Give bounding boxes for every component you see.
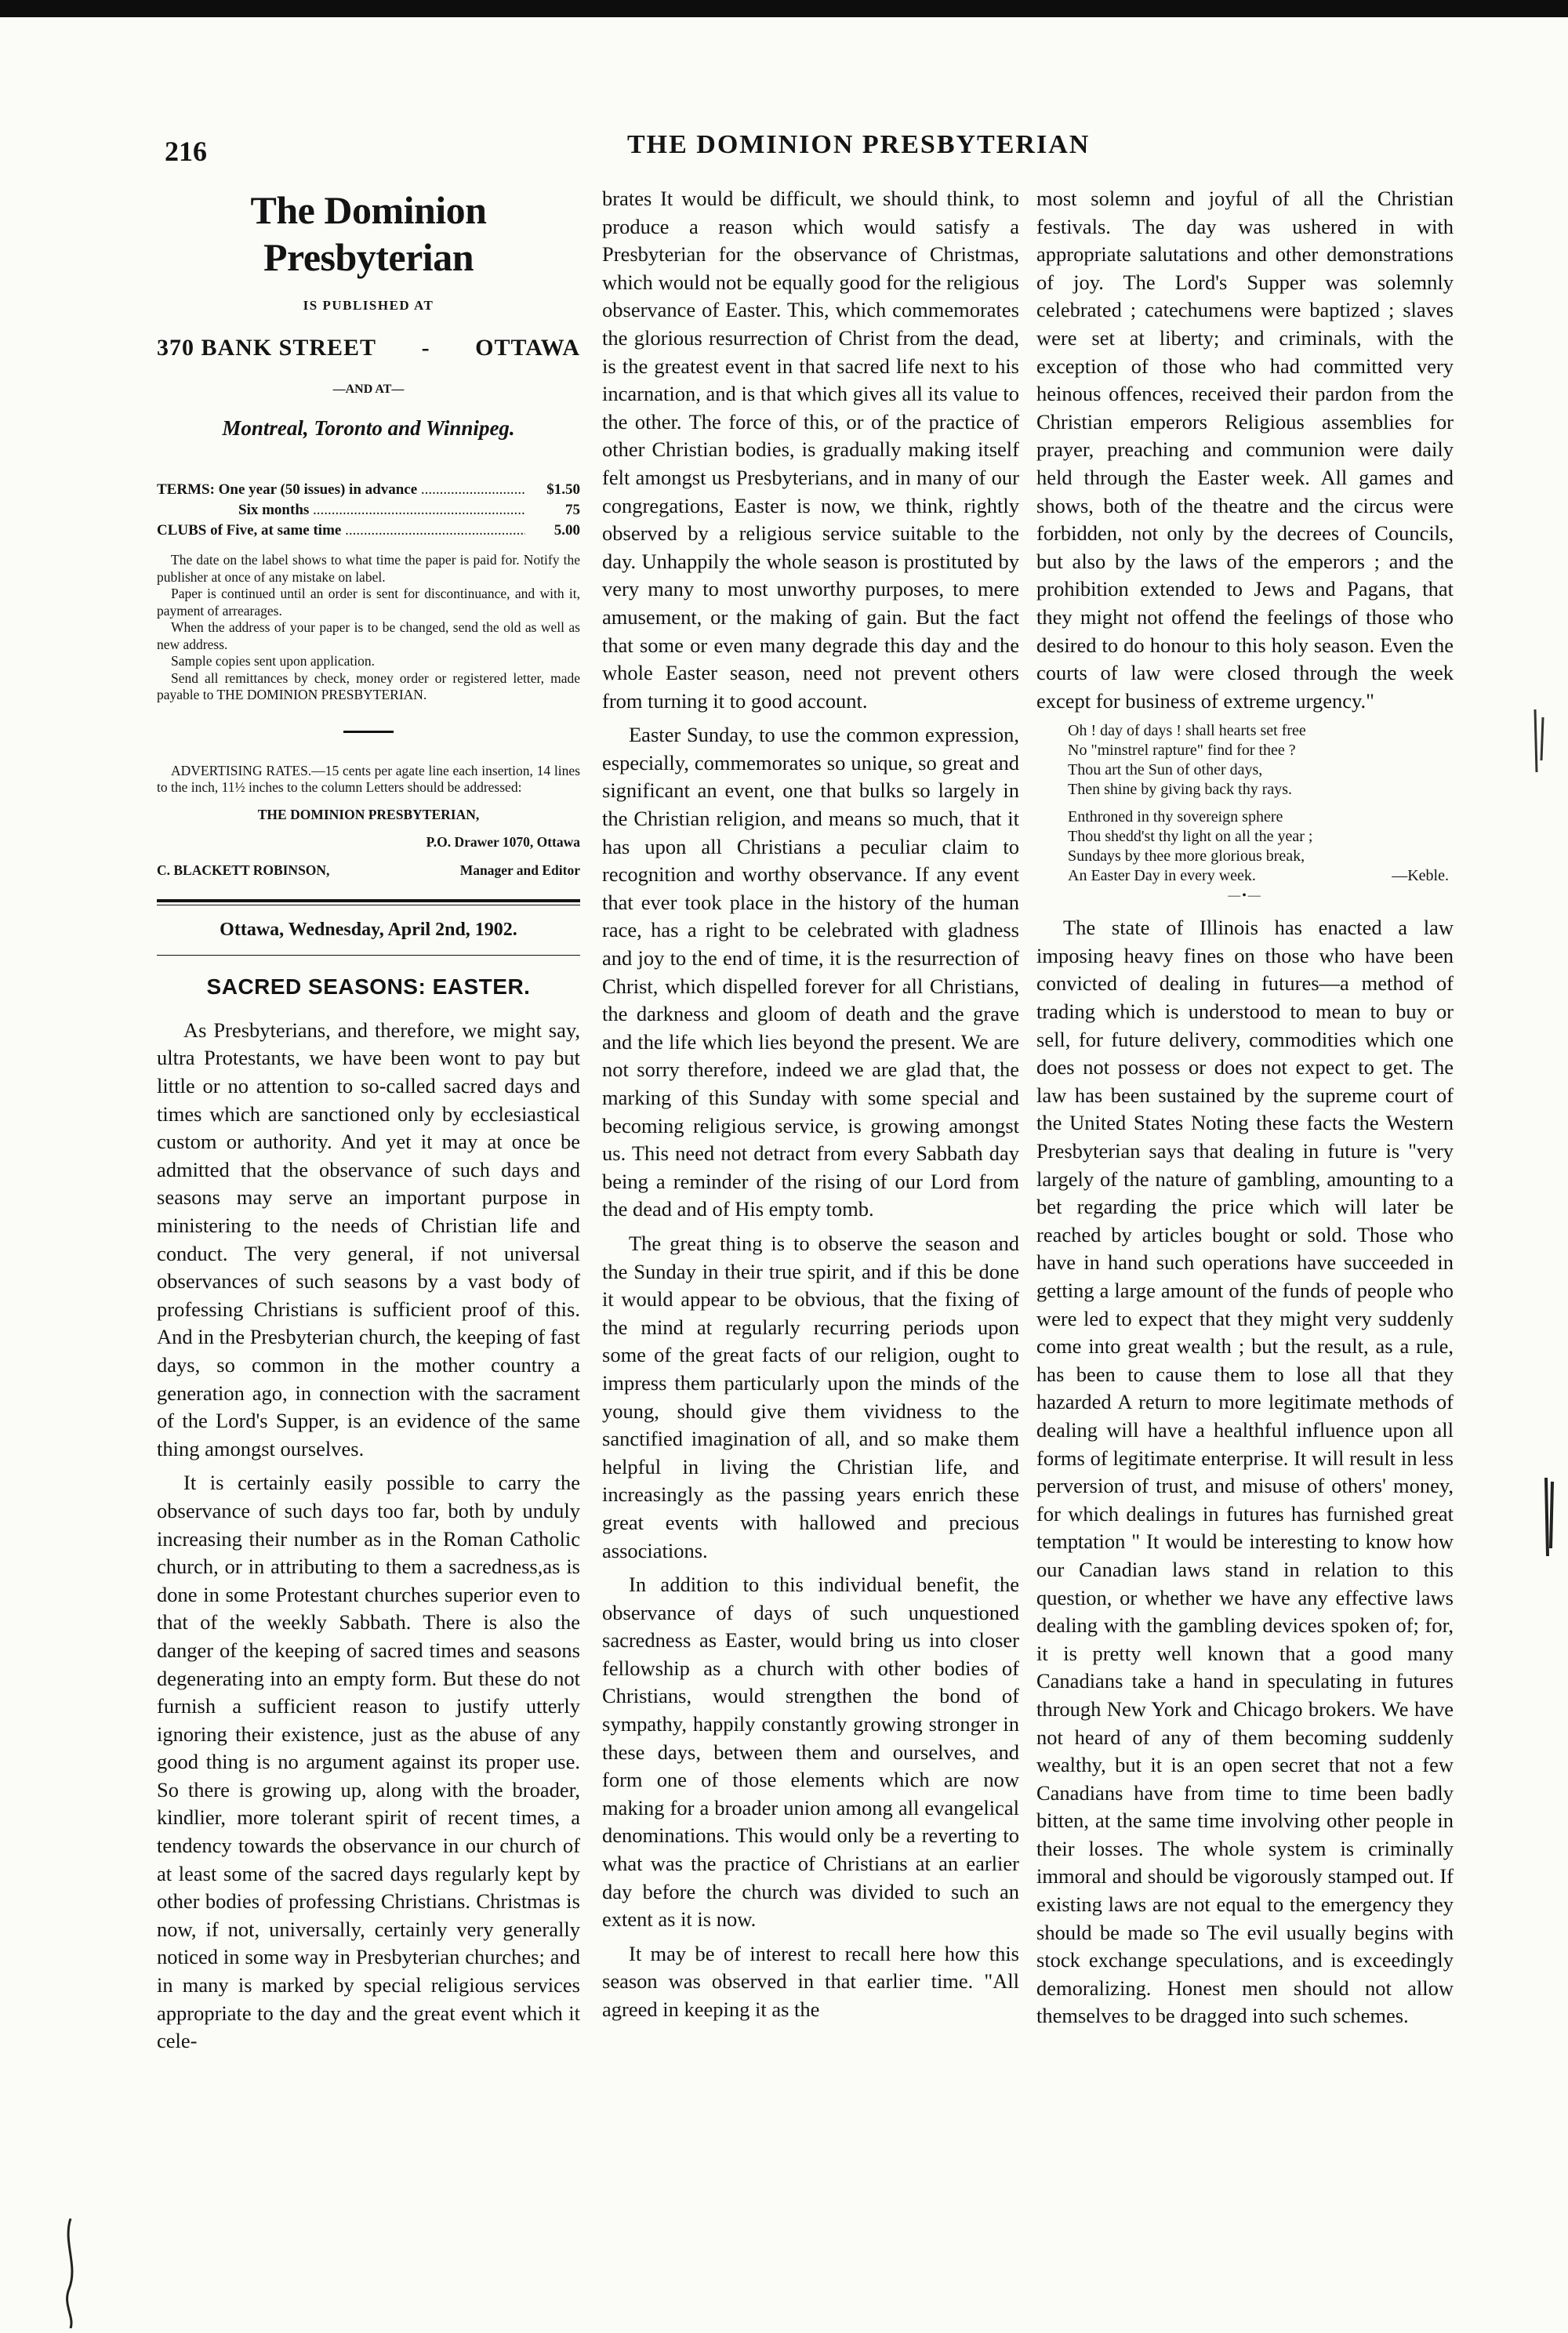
terms-amount-1: $1.50	[546, 481, 580, 499]
address-dash: -	[421, 334, 430, 361]
article-paragraph: The state of Illinois has enacted a law imposing heavy fines on those who have been convicted of dealing in futures—a method of trading which is understood to mean to buy or sell, for future delivery, commodities which one does not possess or does not expect to get. The law has been sustained by the supreme court of the United States Noting these facts the Western Presbyterian says that dealing in future is "very largely of the nature of gambling, amounting to a bet regarding the price which will later be reached by articles bought or sold. Those who have in hand such operations have succeeded in getting a large amount of the funds of people who were led to expect that they might very suddenly come into great wealth ; but the result, as a rule, has been to cause them to lose all that they hazarded A return to more legitimate methods of dealing will have a healthful influence upon all forms of legitimate enterprise. It will result in less perversion of trust, and misuse of others' money, for which dealings in futures has furnished great temptation " It would be interesting to know how our Canadian laws stand in relation to this question, or whether we have any effective laws dealing with the gambling devices spoken of; for, it is pretty well known that a good many Canadians take a hand in speculating in futures through New York and Chicago brokers. We have not heard of any of them becoming suddenly wealthy, but it is an open secret that not a few Canadians have from time to time been badly bitten, at the same time involving other people in their losses. The whole system is criminally immoral and should be vigorously stamped out. If existing laws are not equal to the emergency they should be made so The evil usually begins with stock exchange speculations, and is exceedingly demoralizing. Honest men should not allow themselves to be dragged into such schemes.	[1036, 916, 1454, 2028]
thin-rule	[157, 955, 580, 956]
terms-amount-3: 5.00	[554, 522, 580, 539]
scan-margin-mark	[1529, 706, 1552, 776]
poem-line: No "minstrel rapture" find for thee ?	[1068, 742, 1296, 760]
article-paragraph: most solemn and joyful of all the Christian festivals. The day was ushered in with appropriate salutations and other demonstrations of joy. The Lord's Supper was solemnly celebrated ; catechumens were baptized ; slaves were set at liberty; and criminals, with the exception of those who had committed very heinous offences, received their pardon from the Christian emperors Religious assemblies for prayer, preaching and communion were daily held through the Easter week. All games and shows, both of the theatre and the circus were forbidden, not only by the decrees of Councils, but also by the laws of the emperors ; and the prohibition extended to Jews and Pagans, that they might not offend the feelings of those who desired to do honour to this holy season. Even the courts of law were closed through the week except for business of extreme urgency."	[1036, 187, 1454, 713]
terms-line-3: CLUBS of Five, at same time .....	[157, 521, 525, 541]
masthead-address	[157, 334, 580, 362]
scan-margin-mark	[1537, 1474, 1560, 1560]
subscription-terms	[157, 480, 580, 541]
article-paragraph: The great thing is to observe the season and the Sunday in their true spirit, and if this be done it would appear to be obvious, that the fixing of the mind at regularly recurring periods upon some of the great facts of our religion, ought to impress them particularly upon the minds of the young, should give them vividness to the sanctified imagination of all, and so make them helpful in living the Christian life, and increasingly as the passing years enrich these great events with hallowed and precious associations.	[602, 1231, 1019, 1562]
dateline: Ottawa, Wednesday, April 2nd, 1902.	[220, 919, 517, 940]
terms-amount-2: 75	[565, 502, 580, 519]
masthead	[157, 187, 580, 442]
poem-attribution: —Keble.	[1392, 867, 1449, 885]
article-paragraph: It is certainly easily possible to carry the observance of such days too far, both by unduly increasing their number as in the Roman Catholic church, or in attributing to them a sacredness,as is done in some Protestant churches superior even to that of the weekly Sabbath. There is also the danger of the keeping of sacred times and seasons degenerating into an empty form. But these do not furnish a sufficient reason to justify utterly ignoring their existence, just as the abuse of any good thing is no argument against its proper use. So there is growing up, along with the broader, kindlier, more tolerant spirit of recent times, a tendency towards the observance in our church of at least some of the sacred days regularly kept by other bodies of professing Christians. Christmas is now, if not, universally, certainly very generally noticed in some way in Presbyterian churches; and in many is marked by special religious services appropriate to the day and the great event which it cele-	[157, 1471, 580, 2053]
masthead-cities: Montreal, Toronto and Winnipeg.	[222, 415, 515, 440]
publisher-notices	[157, 552, 580, 704]
article-paragraph: It may be of interest to recall here how this season was observed in that earlier time. "All agreed in keeping it as the	[602, 1941, 1019, 2021]
poem-line: Then shine by giving back thy rays.	[1068, 781, 1293, 799]
manager-line	[157, 857, 580, 885]
notice-line: When the address of your paper is to be changed, send the old as well as new address.	[157, 619, 580, 652]
published-at: IS PUBLISHED AT	[303, 298, 434, 313]
and-at: —AND AT—	[332, 383, 405, 397]
notice-line: Paper is continued until an order is sent for discontinuance, and with it, payment of arrearages.	[157, 586, 580, 619]
advertising-text: ADVERTISING RATES.—15 cents per agate line each insertion, 14 lines to the inch, 11½ inches to the column Letters should be addressed:	[157, 762, 580, 796]
column-left	[157, 182, 580, 2062]
manager-name: C. BLACKETT ROBINSON,	[157, 862, 330, 879]
mailing-box: P.O. Drawer 1070, Ottawa	[426, 834, 580, 851]
address-street: 370 BANK STREET	[157, 334, 377, 361]
terms-line-2: Six months .....	[238, 500, 525, 521]
mailing-name: THE DOMINION PRESBYTERIAN,	[257, 806, 480, 822]
terms-line-1: TERMS: One year (50 issues) in advance .....	[157, 480, 525, 500]
section-ornament: —•—	[1228, 889, 1262, 903]
article-paragraph: brates It would be difficult, we should think, to produce a reason which would satisfy a Presbyterian for the observance of Christmas, which would not be equally good for the religious observance of Easter. This, which commemorates the glorious resurrection of Christ from the dead, is the greatest event in that sacred life next to his incarnation, and is that which gives all its value to the other. The force of this, or of the practice of other Christian bodies, is gradually making itself felt amongst us Presbyterians, and in many of our congregations, Easter is now, we think, rightly observed by a religious service suitable to the day. Unhappily the whole season is prostituted by very many to most unworthy purposes, to mere amusement, or the making of gain. But the fact that some or even many degrade this day and the whole Easter season, need not prevent others from turning it to good account.	[602, 187, 1019, 713]
column-middle	[602, 185, 1019, 2030]
notice-line: Send all remittances by check, money order or registered letter, made payable to THE DOMINION PRESBYTERIAN.	[157, 669, 580, 703]
poem-line: Thou art the Sun of other days,	[1068, 761, 1263, 779]
manager-role: Manager and Editor	[459, 862, 580, 879]
notice-line: The date on the label shows to what time the paper is paid for. Notify the publisher at once of any mistake on label.	[157, 552, 580, 585]
poem-line: Sundays by thee more glorious break,	[1068, 847, 1305, 865]
article-headline: SACRED SEASONS: EASTER.	[206, 974, 531, 1000]
poem-line: Oh ! day of days ! shall hearts set free	[1068, 722, 1306, 740]
article-paragraph: As Presbyterians, and therefore, we might say, ultra Protestants, we have been wont to pay but little or no attention to so-called sacred days and times which are sanctioned only by ecclesiastical custom or authority. And yet it may at once be admitted that the observance of such days and seasons may serve an important purpose in ministering to the needs of Christian life and conduct. The very general, if not universal observances of such seasons by a vast body of professing Christians is sufficient proof of this. And in the Presbyterian church, the keeping of fast days, so common in the mother country a generation ago, in connection with the sacrament of the Lord's Supper, is an evidence of the same thing amongst ourselves.	[157, 1018, 580, 1460]
masthead-title: The Dominion Presbyterian	[250, 188, 487, 279]
address-city: OTTAWA	[475, 334, 580, 361]
divider	[343, 731, 394, 733]
article-paragraph: Easter Sunday, to use the common expression, especially, commemorates so unique, so great and significant an event, one that bulks so largely in the Christian religion, and means so much, that it has upon all Christians a peculiar claim to recognition and worthy observance. If any event that ever took place in the history of the human race, has a right to be celebrated with gladness and joy to the end of time, it is the resurrection of Christ, which dispelled forever for all Christians, the darkness and gloom of death and the grave and the life which lies beyond the present. We are not sorry therefore, indeed we are glad that, the marking of this Sunday with some special and becoming religious service, is growing amongst us. This need not detract from every Sabbath day being a reminder of the rising of our Lord from the dead and of His empty tomb.	[602, 723, 1019, 1221]
poem-line: Thou shedd'st thy light on all the year ;	[1068, 828, 1313, 846]
scan-margin-mark	[55, 2219, 86, 2328]
poem-line: Enthroned in thy sovereign sphere	[1068, 808, 1283, 826]
poem-line: An Easter Day in every week.	[1068, 867, 1256, 885]
scan-top-border	[0, 0, 1568, 17]
poem	[1068, 721, 1454, 886]
notice-line: Sample copies sent upon application.	[171, 653, 376, 669]
page-number: 216	[165, 136, 207, 167]
running-title: THE DOMINION PRESBYTERIAN	[627, 130, 1091, 159]
double-rule	[157, 899, 580, 905]
advertising-rates	[157, 763, 580, 796]
column-right	[1036, 185, 1454, 2037]
article-paragraph: In addition to this individual benefit, the observance of days of such unquestioned sacredness as Easter, would bring us into closer fellowship as a church with other bodies of Christians, would strengthen the bond of sympathy, happily constantly growing stronger in these days, between them and ourselves, and form one of those elements which are now making for a broader union among all evangelical denominations. This would only be a reverting to what was the practice of Christians at an earlier day before the church was divided to such an extent as it is now.	[602, 1573, 1019, 1932]
